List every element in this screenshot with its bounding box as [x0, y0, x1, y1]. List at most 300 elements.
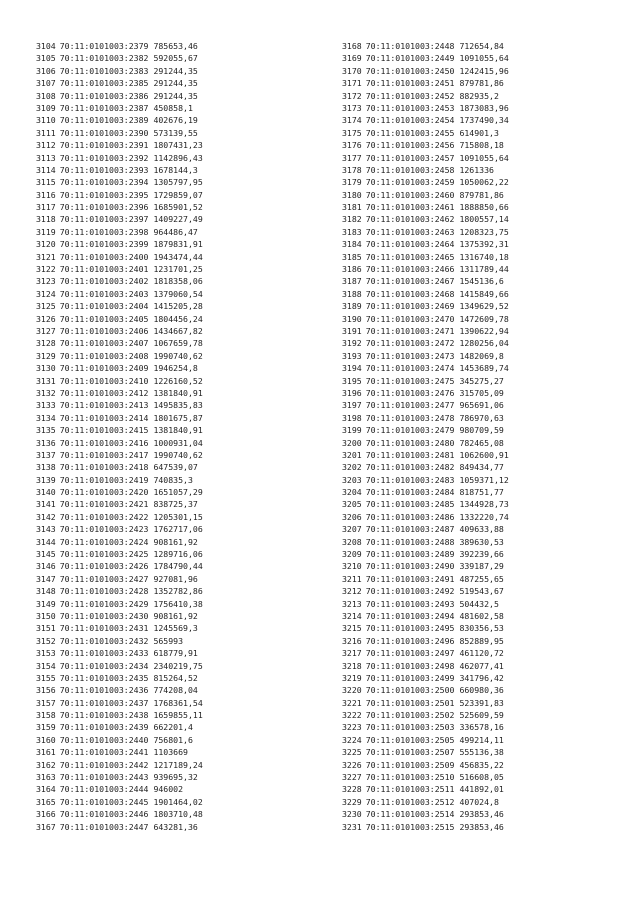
row-number: 3222 [342, 710, 362, 721]
value: 1059371,12 [459, 474, 509, 485]
table-row [342, 610, 509, 622]
cadastral-number: 70:11:0101003:2446 [59, 809, 149, 820]
table-row [36, 461, 203, 473]
table-row [342, 759, 509, 771]
row-number: 3227 [342, 772, 362, 783]
cadastral-number: 70:11:0101003:2511 [365, 784, 455, 795]
cadastral-number: 70:11:0101003:2499 [365, 672, 455, 683]
cadastral-number: 70:11:0101003:2442 [59, 759, 149, 770]
table-row [342, 412, 509, 424]
row-number: 3208 [342, 536, 362, 547]
row-number: 3219 [342, 672, 362, 683]
value: 1344928,73 [459, 499, 509, 510]
row-number: 3144 [36, 536, 56, 547]
row-number: 3158 [36, 710, 56, 721]
table-row [36, 164, 203, 176]
row-number: 3216 [342, 635, 362, 646]
value: 939695,32 [153, 772, 198, 783]
value: 1208323,75 [459, 226, 509, 237]
cadastral-number: 70:11:0101003:2495 [365, 623, 455, 634]
row-number: 3230 [342, 809, 362, 820]
row-number: 3151 [36, 623, 56, 634]
row-number: 3117 [36, 202, 56, 213]
cadastral-number: 70:11:0101003:2514 [365, 809, 455, 820]
cadastral-number: 70:11:0101003:2448 [365, 41, 455, 51]
table-row [36, 325, 203, 337]
table-row [36, 474, 203, 486]
value: 1349629,52 [459, 301, 509, 312]
row-number: 3115 [36, 177, 56, 188]
value: 461120,72 [459, 648, 504, 659]
table-row [342, 536, 509, 548]
table-row [342, 114, 509, 126]
value: 1678144,3 [153, 164, 198, 175]
row-number: 3207 [342, 524, 362, 535]
table-row [36, 127, 203, 139]
table-row [36, 300, 203, 312]
table-row [36, 548, 203, 560]
value: 1729859,07 [153, 189, 203, 200]
value: 1311789,44 [459, 264, 509, 275]
row-number: 3167 [36, 821, 56, 832]
value: 523391,83 [459, 697, 504, 708]
value: 516608,05 [459, 772, 504, 783]
cadastral-number: 70:11:0101003:2394 [59, 177, 149, 188]
value: 1873083,96 [459, 102, 509, 113]
table-row [36, 697, 203, 709]
table-row [342, 350, 509, 362]
cadastral-number: 70:11:0101003:2397 [59, 214, 149, 225]
value: 525609,59 [459, 710, 504, 721]
cadastral-number: 70:11:0101003:2385 [59, 78, 149, 89]
cadastral-number: 70:11:0101003:2404 [59, 301, 149, 312]
value: 782465,08 [459, 437, 504, 448]
cadastral-number: 70:11:0101003:2418 [59, 462, 149, 473]
table-row [342, 709, 509, 721]
cadastral-number: 70:11:0101003:2486 [365, 511, 455, 522]
row-number: 3181 [342, 202, 362, 213]
value: 1091055,64 [459, 152, 509, 163]
value: 1050062,22 [459, 177, 509, 188]
table-row [342, 387, 509, 399]
table-row [342, 721, 509, 733]
cadastral-number: 70:11:0101003:2424 [59, 536, 149, 547]
value: 1495835,83 [153, 400, 203, 411]
table-row [342, 226, 509, 238]
row-number: 3173 [342, 102, 362, 113]
row-number: 3155 [36, 672, 56, 683]
cadastral-number: 70:11:0101003:2480 [365, 437, 455, 448]
row-number: 3194 [342, 363, 362, 374]
cadastral-number: 70:11:0101003:2413 [59, 400, 149, 411]
row-number: 3136 [36, 437, 56, 448]
value: 1409227,49 [153, 214, 203, 225]
row-number: 3180 [342, 189, 362, 200]
value: 291244,35 [153, 65, 198, 76]
value: 1067659,78 [153, 338, 203, 349]
row-number: 3106 [36, 65, 56, 76]
row-number: 3132 [36, 387, 56, 398]
table-row [342, 523, 509, 535]
table-row [342, 251, 509, 263]
row-number: 3198 [342, 412, 362, 423]
value: 291244,35 [153, 90, 198, 101]
table-row [36, 622, 203, 634]
cadastral-number: 70:11:0101003:2439 [59, 722, 149, 733]
table-row [342, 325, 509, 337]
row-number: 3197 [342, 400, 362, 411]
table-row [36, 40, 203, 52]
table-row [36, 399, 203, 411]
value: 1879831,91 [153, 239, 203, 250]
row-number: 3190 [342, 313, 362, 324]
value: 555136,38 [459, 747, 504, 758]
row-number: 3218 [342, 660, 362, 671]
cadastral-number: 70:11:0101003:2450 [365, 65, 455, 76]
cadastral-number: 70:11:0101003:2396 [59, 202, 149, 213]
value: 291244,35 [153, 78, 198, 89]
cadastral-number: 70:11:0101003:2488 [365, 536, 455, 547]
table-row [36, 362, 203, 374]
cadastral-number: 70:11:0101003:2481 [365, 449, 455, 460]
value: 456835,22 [459, 759, 504, 770]
table-row [342, 90, 509, 102]
table-row [36, 114, 203, 126]
cadastral-number: 70:11:0101003:2426 [59, 561, 149, 572]
table-row [36, 437, 203, 449]
table-row [36, 65, 203, 77]
cadastral-number: 70:11:0101003:2421 [59, 499, 149, 510]
row-number: 3225 [342, 747, 362, 758]
row-number: 3128 [36, 338, 56, 349]
cadastral-number: 70:11:0101003:2451 [365, 78, 455, 89]
table-row [36, 238, 203, 250]
row-number: 3161 [36, 747, 56, 758]
row-number: 3217 [342, 648, 362, 659]
table-row [342, 288, 509, 300]
table-row [36, 412, 203, 424]
value: 341796,42 [459, 672, 504, 683]
table-row [342, 102, 509, 114]
table-row [342, 152, 509, 164]
value: 965691,06 [459, 400, 504, 411]
value: 1803710,48 [153, 809, 203, 820]
value: 504432,5 [459, 598, 499, 609]
value: 740835,3 [153, 474, 193, 485]
value: 315705,09 [459, 387, 504, 398]
value: 964486,47 [153, 226, 198, 237]
value: 1990740,62 [153, 449, 203, 460]
cadastral-number: 70:11:0101003:2458 [365, 164, 455, 175]
table-row [36, 573, 203, 585]
row-number: 3141 [36, 499, 56, 510]
table-row [36, 709, 203, 721]
value: 1280256,04 [459, 338, 509, 349]
table-row [342, 424, 509, 436]
cadastral-number: 70:11:0101003:2483 [365, 474, 455, 485]
row-number: 3129 [36, 350, 56, 361]
table-row [342, 77, 509, 89]
cadastral-number: 70:11:0101003:2509 [365, 759, 455, 770]
table-row [36, 275, 203, 287]
value: 392239,66 [459, 549, 504, 560]
cadastral-number: 70:11:0101003:2445 [59, 796, 149, 807]
value: 293853,46 [459, 809, 504, 820]
value: 927081,96 [153, 573, 198, 584]
cadastral-number: 70:11:0101003:2392 [59, 152, 149, 163]
value: 407024,8 [459, 796, 499, 807]
value: 815264,52 [153, 672, 198, 683]
cadastral-number: 70:11:0101003:2441 [59, 747, 149, 758]
table-row [36, 585, 203, 597]
value: 1946254,8 [153, 363, 198, 374]
table-row [36, 90, 203, 102]
row-number: 3188 [342, 288, 362, 299]
row-number: 3162 [36, 759, 56, 770]
value: 499214,11 [459, 734, 504, 745]
cadastral-number: 70:11:0101003:2391 [59, 140, 149, 151]
cadastral-number: 70:11:0101003:2414 [59, 412, 149, 423]
cadastral-number: 70:11:0101003:2427 [59, 573, 149, 584]
value: 1142896,43 [153, 152, 203, 163]
value: 662201,4 [153, 722, 193, 733]
table-row [342, 573, 509, 585]
value: 1482069,8 [459, 350, 504, 361]
table-row [36, 77, 203, 89]
value: 774208,04 [153, 685, 198, 696]
row-number: 3187 [342, 276, 362, 287]
value: 852889,95 [459, 635, 504, 646]
value: 1381840,91 [153, 425, 203, 436]
value: 1261336 [459, 164, 494, 175]
row-number: 3177 [342, 152, 362, 163]
value: 1242415,96 [459, 65, 509, 76]
row-number: 3165 [36, 796, 56, 807]
cadastral-number: 70:11:0101003:2496 [365, 635, 455, 646]
cadastral-number: 70:11:0101003:2498 [365, 660, 455, 671]
cadastral-number: 70:11:0101003:2479 [365, 425, 455, 436]
cadastral-number: 70:11:0101003:2443 [59, 772, 149, 783]
row-number: 3209 [342, 549, 362, 560]
table-row [36, 610, 203, 622]
table-row [36, 647, 203, 659]
cadastral-number: 70:11:0101003:2423 [59, 524, 149, 535]
row-number: 3152 [36, 635, 56, 646]
value: 1245569,3 [153, 623, 198, 634]
row-number: 3153 [36, 648, 56, 659]
row-number: 3210 [342, 561, 362, 572]
row-number: 3224 [342, 734, 362, 745]
table-row [342, 399, 509, 411]
cadastral-number: 70:11:0101003:2433 [59, 648, 149, 659]
table-row [342, 337, 509, 349]
row-number: 3124 [36, 288, 56, 299]
cadastral-number: 70:11:0101003:2410 [59, 375, 149, 386]
row-number: 3133 [36, 400, 56, 411]
cadastral-number: 70:11:0101003:2489 [365, 549, 455, 560]
cadastral-number: 70:11:0101003:2470 [365, 313, 455, 324]
table-row [342, 697, 509, 709]
row-number: 3189 [342, 301, 362, 312]
cadastral-number: 70:11:0101003:2468 [365, 288, 455, 299]
row-number: 3109 [36, 102, 56, 113]
cadastral-number: 70:11:0101003:2425 [59, 549, 149, 560]
row-number: 3147 [36, 573, 56, 584]
table-row [342, 40, 509, 52]
row-number: 3118 [36, 214, 56, 225]
row-number: 3215 [342, 623, 362, 634]
cadastral-number: 70:11:0101003:2463 [365, 226, 455, 237]
table-row [342, 734, 509, 746]
table-row [342, 635, 509, 647]
cadastral-number: 70:11:0101003:2428 [59, 586, 149, 597]
value: 1062600,91 [459, 449, 509, 460]
row-number: 3123 [36, 276, 56, 287]
table-row [342, 213, 509, 225]
cadastral-number: 70:11:0101003:2502 [365, 710, 455, 721]
value: 618779,91 [153, 648, 198, 659]
cadastral-number: 70:11:0101003:2485 [365, 499, 455, 510]
row-number: 3195 [342, 375, 362, 386]
table-row [36, 251, 203, 263]
cadastral-number: 70:11:0101003:2515 [365, 821, 455, 832]
row-number: 3200 [342, 437, 362, 448]
value: 818751,77 [459, 487, 504, 498]
left-column [36, 40, 203, 833]
table-row [36, 424, 203, 436]
table-row [342, 139, 509, 151]
right-column [342, 40, 509, 833]
table-row [36, 176, 203, 188]
value: 1226160,52 [153, 375, 203, 386]
table-row [342, 684, 509, 696]
row-number: 3137 [36, 449, 56, 460]
value: 980709,59 [459, 425, 504, 436]
row-number: 3205 [342, 499, 362, 510]
table-row [342, 313, 509, 325]
row-number: 3143 [36, 524, 56, 535]
cadastral-number: 70:11:0101003:2400 [59, 251, 149, 262]
row-number: 3149 [36, 598, 56, 609]
table-row [36, 139, 203, 151]
table-row [36, 560, 203, 572]
row-number: 3178 [342, 164, 362, 175]
value: 1685901,52 [153, 202, 203, 213]
table-row [342, 821, 509, 833]
row-number: 3138 [36, 462, 56, 473]
table-row [36, 375, 203, 387]
table-row [342, 598, 509, 610]
row-number: 3135 [36, 425, 56, 436]
cadastral-number: 70:11:0101003:2403 [59, 288, 149, 299]
table-row [36, 598, 203, 610]
value: 830356,53 [459, 623, 504, 634]
table-row [36, 486, 203, 498]
table-row [342, 660, 509, 672]
value: 1545136,6 [459, 276, 504, 287]
row-number: 3191 [342, 325, 362, 336]
row-number: 3196 [342, 387, 362, 398]
cadastral-number: 70:11:0101003:2477 [365, 400, 455, 411]
row-number: 3223 [342, 722, 362, 733]
value: 1316740,18 [459, 251, 509, 262]
cadastral-number: 70:11:0101003:2487 [365, 524, 455, 535]
cadastral-number: 70:11:0101003:2416 [59, 437, 149, 448]
row-number: 3160 [36, 734, 56, 745]
value: 1415205,28 [153, 301, 203, 312]
row-number: 3193 [342, 350, 362, 361]
row-number: 3140 [36, 487, 56, 498]
row-number: 3154 [36, 660, 56, 671]
row-number: 3172 [342, 90, 362, 101]
cadastral-number: 70:11:0101003:2409 [59, 363, 149, 374]
table-row [342, 808, 509, 820]
table-row [36, 759, 203, 771]
cadastral-number: 70:11:0101003:2493 [365, 598, 455, 609]
value: 336578,16 [459, 722, 504, 733]
table-row [342, 511, 509, 523]
row-number: 3228 [342, 784, 362, 795]
value: 1375392,31 [459, 239, 509, 250]
value: 1352782,86 [153, 586, 203, 597]
row-number: 3125 [36, 301, 56, 312]
cadastral-number: 70:11:0101003:2419 [59, 474, 149, 485]
cadastral-number: 70:11:0101003:2393 [59, 164, 149, 175]
cadastral-number: 70:11:0101003:2473 [365, 350, 455, 361]
table-row [36, 746, 203, 758]
cadastral-number: 70:11:0101003:2505 [365, 734, 455, 745]
row-number: 3170 [342, 65, 362, 76]
value: 838725,37 [153, 499, 198, 510]
value: 565993 [153, 635, 184, 646]
row-number: 3186 [342, 264, 362, 275]
row-number: 3110 [36, 115, 56, 126]
table-row [342, 362, 509, 374]
cadastral-number: 70:11:0101003:2389 [59, 115, 149, 126]
table-row [36, 498, 203, 510]
cadastral-number: 70:11:0101003:2415 [59, 425, 149, 436]
table-row [342, 164, 509, 176]
value: 487255,65 [459, 573, 504, 584]
row-number: 3104 [36, 41, 56, 51]
row-number: 3139 [36, 474, 56, 485]
row-number: 3201 [342, 449, 362, 460]
cadastral-number: 70:11:0101003:2407 [59, 338, 149, 349]
cadastral-number: 70:11:0101003:2417 [59, 449, 149, 460]
table-row [36, 52, 203, 64]
value: 1332220,74 [459, 511, 509, 522]
cadastral-number: 70:11:0101003:2500 [365, 685, 455, 696]
cadastral-number: 70:11:0101003:2401 [59, 264, 149, 275]
cadastral-number: 70:11:0101003:2398 [59, 226, 149, 237]
row-number: 3127 [36, 325, 56, 336]
cadastral-number: 70:11:0101003:2412 [59, 387, 149, 398]
value: 643281,36 [153, 821, 198, 832]
row-number: 3184 [342, 239, 362, 250]
cadastral-number: 70:11:0101003:2437 [59, 697, 149, 708]
row-number: 3112 [36, 140, 56, 151]
cadastral-number: 70:11:0101003:2431 [59, 623, 149, 634]
value: 2340219,75 [153, 660, 203, 671]
table-row [342, 783, 509, 795]
cadastral-number: 70:11:0101003:2447 [59, 821, 149, 832]
cadastral-number: 70:11:0101003:2438 [59, 710, 149, 721]
table-row [36, 449, 203, 461]
cadastral-number: 70:11:0101003:2467 [365, 276, 455, 287]
table-row [342, 201, 509, 213]
value: 1901464,02 [153, 796, 203, 807]
value: 879781,86 [459, 189, 504, 200]
